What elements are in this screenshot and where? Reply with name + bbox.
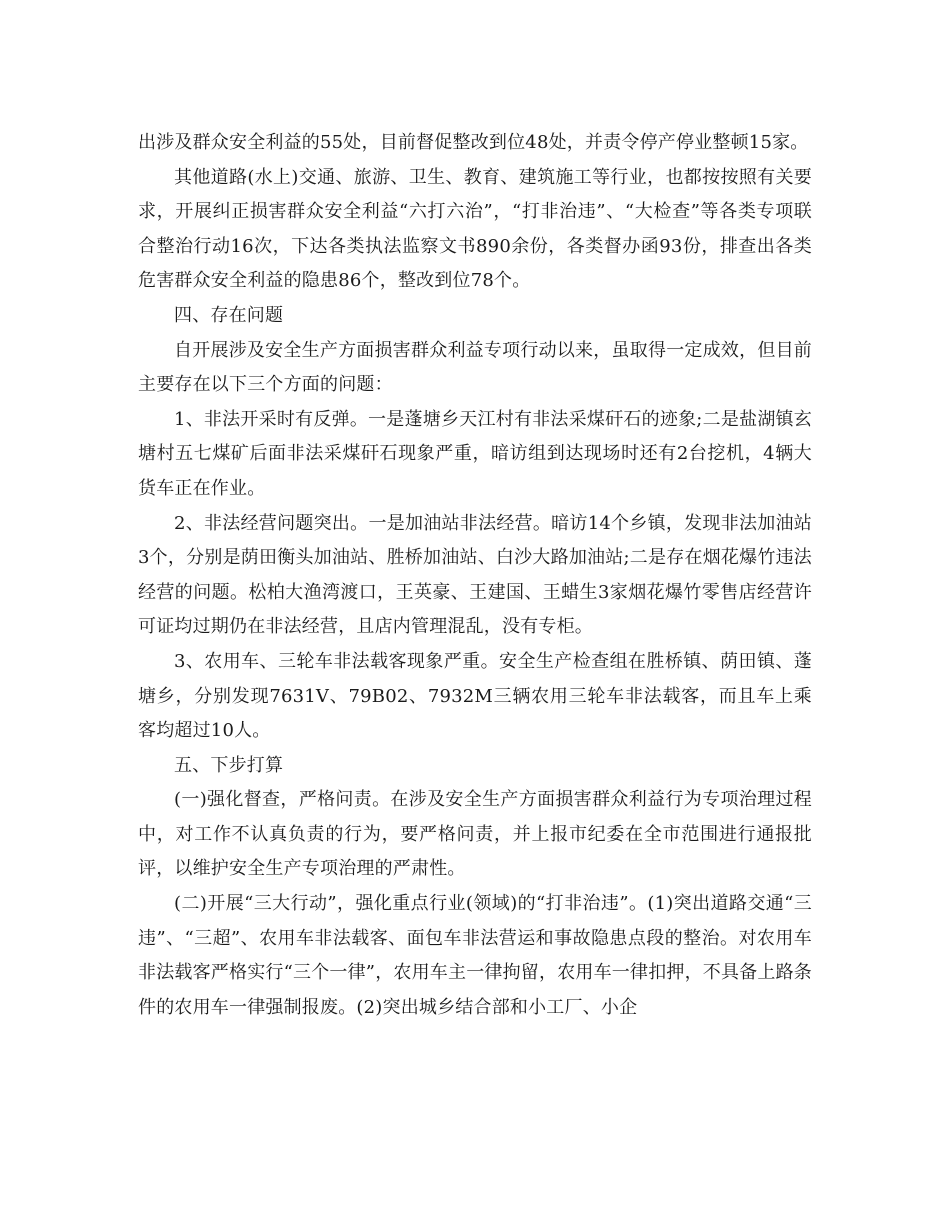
paragraph-5: 2、非法经营问题突出。一是加油站非法经营。暗访14个乡镇，发现非法加油站3个，分别是荫田衡头加油站、胜桥加油站、白沙大路加油站;二是存在烟花爆竹违法经营的问题。松柏大渔湾渡口，王英豪、王建国、王蜡生3家烟花爆竹零售店经营许可证均过期仍在非法经营，且店内管理混乱，没有专柜。 xyxy=(138,512,812,638)
section-heading-5: 五、下步打算 xyxy=(174,754,284,776)
section-heading-4: 四、存在问题 xyxy=(174,304,284,326)
paragraph-7: (一)强化督查，严格问责。在涉及安全生产方面损害群众利益行为专项治理过程中，对工作不认真负责的行为，要严格问责，并上报市纪委在全市范围进行通报批评，以维护安全生产专项治理的严肃性。 xyxy=(138,789,812,880)
paragraph-4: 1、非法开采时有反弹。一是蓬塘乡天江村有非法采煤矸石的迹象;二是盐湖镇玄塘村五七煤矿后面非法采煤矸石现象严重，暗访组到达现场时还有2台挖机，4辆大货车正在作业。 xyxy=(138,408,812,499)
document-page xyxy=(138,126,812,1025)
paragraph-2: 其他道路(水上)交通、旅游、卫生、教育、建筑施工等行业，也都按按照有关要求，开展纠正损害群众安全利益“六打六治”，“打非治违”、“大检查”等各类专项联合整治行动16次，下达各类执法监察文书890余份，各类督办函93份，排查出各类危害群众安全利益的隐患86个，整改到位78个。 xyxy=(138,166,812,292)
paragraph-3: 自开展涉及安全生产方面损害群众利益专项行动以来，虽取得一定成效，但目前主要存在以下三个方面的问题： xyxy=(138,339,812,396)
paragraph-6: 3、农用车、三轮车非法载客现象严重。安全生产检查组在胜桥镇、荫田镇、蓬塘乡，分别发现7631V、79B02、7932M三辆农用三轮车非法载客，而且车上乘客均超过10人。 xyxy=(138,650,812,742)
paragraph-8: (二)开展“三大行动”，强化重点行业(领域)的“打非治违”。(1)突出道路交通“三违”、“三超”、农用车非法载客、面包车非法营运和事故隐患点段的整治。对农用车非法载客严格实行“三个一律”，农用车主一律拘留，农用车一律扣押，不具备上路条件的农用车一律强制报废。(2)突出城乡结合部和小工厂、小企 xyxy=(138,893,813,1018)
paragraph-1: 出涉及群众安全利益的55处，目前督促整改到位48处，并责令停产停业整顿15家。 xyxy=(138,132,809,153)
